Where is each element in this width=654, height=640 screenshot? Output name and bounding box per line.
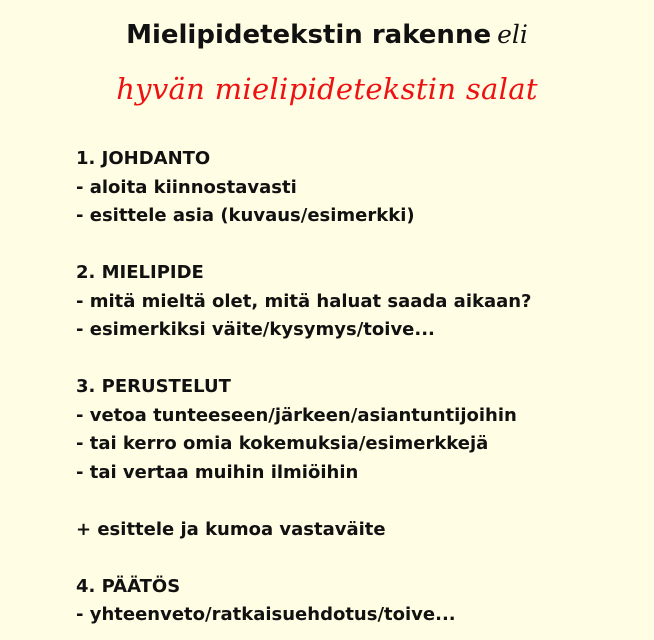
section-paatos — [76, 573, 636, 630]
list-item: - vetoa tunteeseen/järkeen/asiantuntijoihin — [76, 404, 517, 426]
page-subtitle: hyvän mielipidetekstin salat — [116, 72, 538, 106]
list-item: - tai vertaa muihin ilmiöihin — [76, 461, 359, 483]
section-vastavaite — [76, 516, 636, 545]
section-heading: 3. PERUSTELUT — [76, 376, 231, 397]
section-heading: 1. JOHDANTO — [76, 148, 211, 169]
list-item: - yhteenveto/ratkaisuehdotus/toive... — [76, 604, 456, 625]
list-item: + esittele ja kumoa vastaväite — [76, 518, 386, 540]
list-item: - aloita kiinnostavasti — [76, 176, 297, 198]
section-mielipide — [76, 259, 636, 345]
title-main: Mielipidetekstin rakenne — [126, 20, 492, 50]
list-item: - tai kerro omia kokemuksia/esimerkkejä — [76, 433, 489, 454]
outline — [76, 145, 636, 630]
page-title — [0, 20, 654, 50]
section-perustelut — [76, 373, 636, 487]
title-cursive: eli — [497, 20, 528, 49]
section-heading: 4. PÄÄTÖS — [76, 575, 181, 597]
list-item: - mitä mieltä olet, mitä haluat saada aikaan? — [76, 290, 532, 312]
list-item: - esimerkiksi väite/kysymys/toive... — [76, 319, 435, 340]
section-heading: 2. MIELIPIDE — [76, 262, 204, 283]
section-johdanto — [76, 145, 636, 231]
list-item: - esittele asia (kuvaus/esimerkki) — [76, 205, 415, 226]
